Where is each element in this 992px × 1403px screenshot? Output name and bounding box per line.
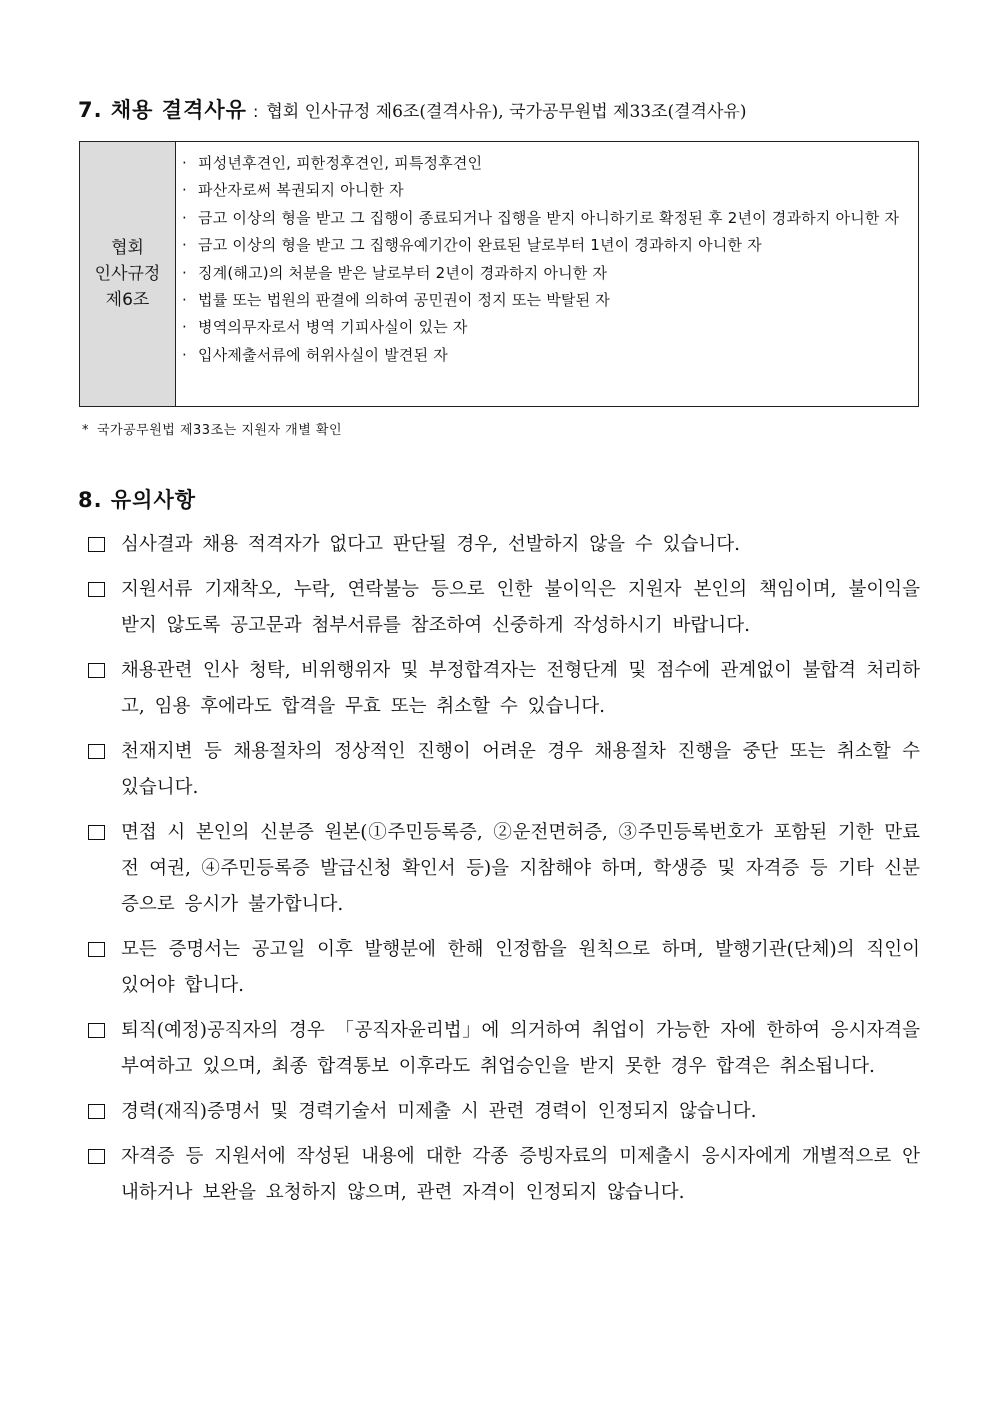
list-item <box>182 205 918 232</box>
notice-item <box>88 1139 920 1211</box>
list-item <box>182 150 918 177</box>
notice-item <box>88 572 920 644</box>
list-item-text: 파산자로써 복권되지 아니한 자 <box>198 181 404 200</box>
bullet-icon: · <box>182 318 187 337</box>
notice-text: 경력(재직)증명서 및 경력기술서 미제출 시 관련 경력이 인정되지 않습니다. <box>121 1101 757 1122</box>
checkbox-icon <box>88 825 105 840</box>
notice-item <box>88 1094 920 1130</box>
list-item <box>182 260 918 287</box>
checkbox-icon <box>88 744 105 759</box>
asterisk-icon: * <box>82 423 89 438</box>
checkbox-icon <box>88 537 105 552</box>
footnote-text: 국가공무원법 제33조는 지원자 개별 확인 <box>97 423 342 438</box>
notice-item <box>88 815 920 923</box>
notice-text: 퇴직(예정)공직자의 경우 「공직자윤리법」에 의거하여 취업이 가능한 자에 한하여 응시자격을 부여하고 있으며, 최종 합격통보 이후라도 취업승인을 받지 못한 경우 합격은 취소됩니다. <box>121 1020 920 1077</box>
table-header-line: 협회 <box>111 238 144 258</box>
bullet-icon: · <box>182 154 187 172</box>
bullet-icon: · <box>182 181 187 200</box>
bullet-icon: · <box>182 345 187 364</box>
list-item-text: 입사제출서류에 허위사실이 발견된 자 <box>198 345 448 364</box>
notice-text: 자격증 등 지원서에 작성된 내용에 대한 각종 증빙자료의 미제출시 응시자에게 개별적으로 안내하거나 보완을 요청하지 않으며, 관련 자격이 인정되지 않습니다. <box>121 1146 920 1203</box>
checkbox-icon <box>88 1023 105 1038</box>
checkbox-icon <box>88 1149 105 1164</box>
list-item-text: 징계(해고)의 처분을 받은 날로부터 2년이 경과하지 아니한 자 <box>198 263 608 282</box>
notice-text: 지원서류 기재착오, 누락, 연락불능 등으로 인한 불이익은 지원자 본인의 책임이며, 불이익을 받지 않도록 공고문과 첨부서류를 참조하여 신중하게 작성하시기 바랍니다. <box>121 579 920 636</box>
list-item <box>182 232 918 259</box>
notice-text: 천재지변 등 채용절차의 정상적인 진행이 어려운 경우 채용절차 진행을 중단 또는 취소할 수 있습니다. <box>121 741 920 798</box>
list-item <box>182 342 918 369</box>
list-item <box>182 287 918 314</box>
table-header-line: 제6조 <box>105 290 150 310</box>
checkbox-icon <box>88 1104 105 1119</box>
bullet-icon: · <box>182 236 187 255</box>
checkbox-icon <box>88 582 105 597</box>
table-header-line: 인사규정 <box>94 264 161 284</box>
section-7-reference: 협회 인사규정 제6조(결격사유), 국가공무원법 제33조(결격사유) <box>266 102 747 122</box>
table-body-cell <box>176 142 918 406</box>
notice-text: 심사결과 채용 적격자가 없다고 판단될 경우, 선발하지 않을 수 있습니다. <box>121 534 740 555</box>
bullet-icon: · <box>182 208 187 227</box>
list-item-text: 피성년후견인, 피한정후견인, 피특정후견인 <box>198 154 483 172</box>
notice-item <box>88 527 920 563</box>
checkbox-icon <box>88 942 105 957</box>
notice-item <box>88 653 920 725</box>
notice-text: 채용관련 인사 청탁, 비위행위자 및 부정합격자는 전형단계 및 점수에 관계없이 불합격 처리하고, 임용 후에라도 합격을 무효 또는 취소할 수 있습니다. <box>121 660 920 717</box>
notice-list <box>88 527 920 1220</box>
checkbox-icon <box>88 663 105 678</box>
notice-item <box>88 1013 920 1085</box>
list-item-text: 병역의무자로서 병역 기피사실이 있는 자 <box>198 318 468 337</box>
footnote <box>82 420 342 442</box>
list-item-text: 금고 이상의 형을 받고 그 집행유예기간이 완료된 날로부터 1년이 경과하지 아니한 자 <box>198 236 762 255</box>
section-8-title: 8. 유의사항 <box>78 488 197 512</box>
bullet-icon: · <box>182 263 187 282</box>
list-item <box>182 177 918 204</box>
section-7-title: 7. 채용 결격사유 <box>78 98 247 122</box>
bullet-icon: · <box>182 291 187 310</box>
notice-item <box>88 932 920 1004</box>
section-7-heading <box>78 94 938 128</box>
notice-text: 면접 시 본인의 신분증 원본(①주민등록증, ②운전면허증, ③주민등록번호가 포함된 기한 만료 전 여권, ④주민등록증 발급신청 확인서 등)을 지참해야 하며, 학생증 및 자격증 등 기타 신분증으로 응시가 불가합니다. <box>121 822 920 915</box>
list-item <box>182 314 918 341</box>
section-7-separator: : <box>252 102 259 121</box>
notice-item <box>88 734 920 806</box>
table-header-cell <box>80 142 176 406</box>
disqualification-table <box>79 141 919 407</box>
list-item-text: 법률 또는 법원의 판결에 의하여 공민권이 정지 또는 박탈된 자 <box>198 291 610 310</box>
notice-text: 모든 증명서는 공고일 이후 발행분에 한해 인정함을 원칙으로 하며, 발행기관(단체)의 직인이 있어야 합니다. <box>121 939 920 996</box>
list-item-text: 금고 이상의 형을 받고 그 집행이 종료되거나 집행을 받지 아니하기로 확정된 후 2년이 경과하지 아니한 자 <box>198 208 900 227</box>
